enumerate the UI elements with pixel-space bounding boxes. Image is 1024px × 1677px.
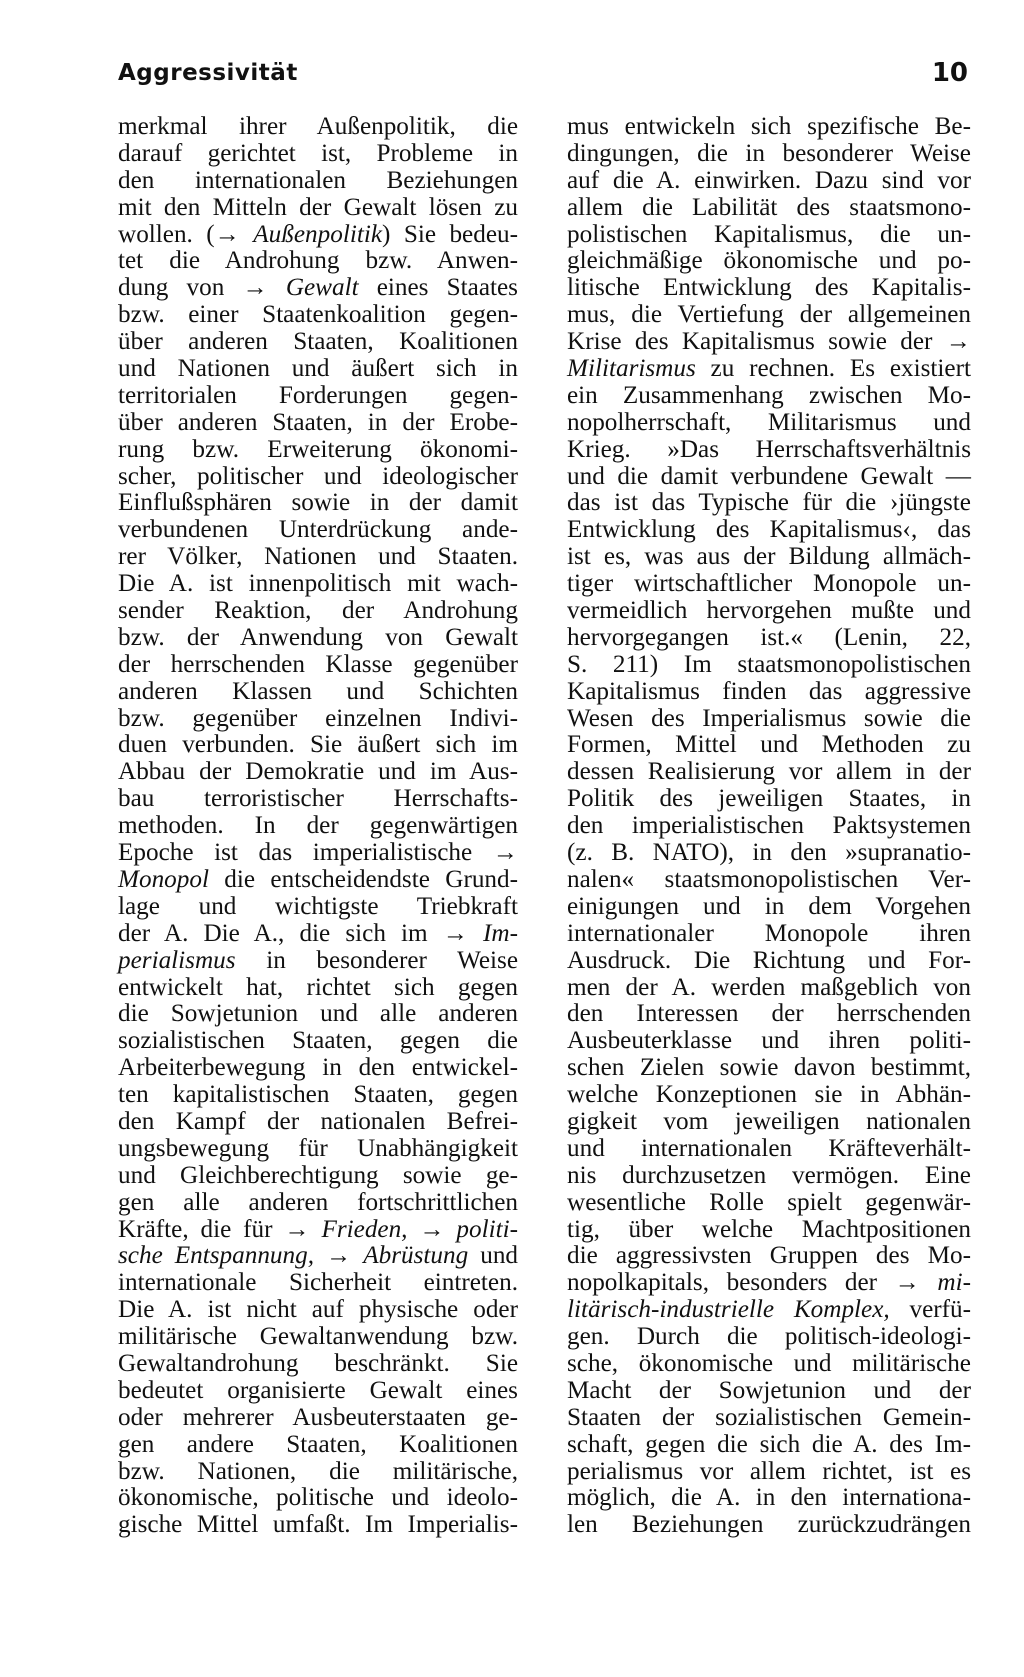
text-line: sender Reaktion, der Androhung xyxy=(118,597,518,625)
text-line: internationaler Monopole ihren xyxy=(567,919,971,947)
text-line: Monopol die entscheidendste Grund- xyxy=(118,865,518,893)
text-line: polistischen Kapitalismus, die un- xyxy=(567,220,971,248)
text-line: den Kampf der nationalen Befrei- xyxy=(118,1107,518,1135)
text-line: gische Mittel umfaßt. Im Imperialis- xyxy=(118,1511,518,1539)
text-line: Krieg. »Das Herrschaftsverhältnis xyxy=(567,435,971,463)
text-line: mus entwickeln sich spezifische Be- xyxy=(567,113,971,140)
text-line: bzw. gegenüber einzelnen Indivi- xyxy=(118,704,518,732)
text-line: das ist das Typische für die ›jüngste xyxy=(567,489,971,517)
text-line: und die damit verbundene Gewalt — xyxy=(567,462,971,490)
text-line: schen Zielen sowie davon bestimmt, xyxy=(567,1054,971,1082)
text-line: litärisch-industrielle Komplex, verfü- xyxy=(567,1296,972,1324)
text-line: ten kapitalistischen Staaten, gegen xyxy=(118,1081,518,1109)
text-line: mus, die Vertiefung der allgemeinen xyxy=(567,301,971,329)
text-line: ein Zusammenhang zwischen Mo- xyxy=(567,381,971,409)
text-line: Macht der Sowjetunion und der xyxy=(567,1376,971,1404)
text-line: Entwicklung des Kapitalismus‹, das xyxy=(567,516,971,544)
text-line: verbundenen Unterdrückung ande- xyxy=(118,516,518,544)
text-line: die aggressivsten Gruppen des Mo- xyxy=(567,1242,971,1270)
text-line: wesentliche Rolle spielt gegenwär- xyxy=(567,1188,971,1216)
text-line: tet die Androhung bzw. Anwen- xyxy=(118,247,518,275)
text-line: nopolherrschaft, Militarismus und xyxy=(567,408,971,436)
text-line: tiger wirtschaftlicher Monopole un- xyxy=(567,570,971,598)
text-line: welche Konzeptionen sie in Abhän- xyxy=(567,1081,971,1109)
text-line: der A. Die A., die sich im → Im- xyxy=(118,919,518,947)
text-line: Militarismus zu rechnen. Es existiert xyxy=(567,355,971,383)
text-line: Formen, Mittel und Methoden zu xyxy=(567,731,971,759)
text-line: möglich, die A. in den internationa- xyxy=(567,1484,971,1512)
text-line: gen alle anderen fortschrittlichen xyxy=(118,1188,518,1216)
text-line: Staaten der sozialistischen Gemein- xyxy=(567,1403,971,1431)
page-number: 10 xyxy=(931,58,968,88)
right-text-column xyxy=(567,114,971,1539)
text-line: bzw. Nationen, die militärische, xyxy=(118,1457,518,1485)
text-line: dingungen, die in besonderer Weise xyxy=(567,139,971,167)
text-line: bzw. der Anwendung von Gewalt xyxy=(118,623,518,651)
text-line: nalen« staatsmonopolistischen Ver- xyxy=(567,865,971,893)
text-line: anderen Klassen und Schichten xyxy=(118,677,518,705)
text-line: hervorgegangen ist.« (Lenin, 22, xyxy=(567,623,971,651)
text-line: Krise des Kapitalismus sowie der → xyxy=(567,328,971,356)
text-line: gleichmäßige ökonomische und po- xyxy=(567,247,971,275)
text-line: Politik des jeweiligen Staates, in xyxy=(567,785,971,813)
running-head: Aggressivität xyxy=(118,60,298,86)
text-line: auf die A. einwirken. Dazu sind vor xyxy=(567,166,971,194)
text-line: perialismus vor allem richtet, ist es xyxy=(567,1457,971,1485)
text-line: bedeutet organisierte Gewalt eines xyxy=(118,1376,518,1404)
text-line: die Sowjetunion und alle anderen xyxy=(118,1000,518,1028)
text-line: oder mehrerer Ausbeuterstaaten ge- xyxy=(118,1403,518,1431)
text-line: Epoche ist das imperialistische → xyxy=(118,839,518,867)
text-line: lage und wichtigste Triebkraft xyxy=(118,892,518,920)
left-text-column xyxy=(118,114,518,1539)
text-line: litische Entwicklung des Kapitalis- xyxy=(567,274,971,302)
text-line: rer Völker, Nationen und Staaten. xyxy=(118,543,518,571)
text-line: len Beziehungen zurückzudrängen xyxy=(567,1511,971,1539)
text-line: den internationalen Beziehungen xyxy=(118,166,518,194)
text-line: Die A. ist innenpolitisch mit wach- xyxy=(118,570,518,598)
text-line: über anderen Staaten, in der Erobe- xyxy=(118,408,518,436)
text-line: gen andere Staaten, Koalitionen xyxy=(118,1430,518,1458)
text-line: tig, über welche Machtpositionen xyxy=(567,1215,971,1243)
text-line: über anderen Staaten, Koalitionen xyxy=(118,328,518,356)
text-line: und internationalen Kräfteverhält- xyxy=(567,1134,971,1162)
text-line: Einflußsphären sowie in der damit xyxy=(118,489,518,517)
text-line: wollen. (→ Außenpolitik) Sie bedeu- xyxy=(118,220,518,248)
text-line: ökonomische, politische und ideolo- xyxy=(118,1484,518,1512)
text-line: entwickelt hat, richtet sich gegen xyxy=(118,973,518,1001)
text-line: duen verbunden. Sie äußert sich im xyxy=(118,731,518,759)
text-line: der herrschenden Klasse gegenüber xyxy=(118,650,518,678)
text-line: men der A. werden maßgeblich von xyxy=(567,973,971,1001)
text-line: schaft, gegen die sich die A. des Im- xyxy=(567,1430,971,1458)
text-line: internationale Sicherheit eintreten. xyxy=(118,1269,518,1297)
text-line: nopolkapitals, besonders der → mi- xyxy=(567,1269,971,1297)
text-line: mit den Mitteln der Gewalt lösen zu xyxy=(118,193,518,221)
text-line: bzw. einer Staatenkoalition gegen- xyxy=(118,301,518,329)
text-line: einigungen und in dem Vorgehen xyxy=(567,892,971,920)
text-line: Die A. ist nicht auf physische oder xyxy=(118,1296,518,1324)
text-line: Gewaltandrohung beschränkt. Sie xyxy=(118,1349,518,1377)
text-line: merkmal ihrer Außenpolitik, die xyxy=(118,113,518,140)
text-line: allem die Labilität des staatsmono- xyxy=(567,193,971,221)
text-line: ist es, was aus der Bildung allmäch- xyxy=(567,543,971,571)
text-line: gigkeit vom jeweiligen nationalen xyxy=(567,1107,971,1135)
text-line: (z. B. NATO), in den »supranatio- xyxy=(567,839,971,867)
text-line: nis durchzusetzen vermögen. Eine xyxy=(567,1161,971,1189)
text-line: den Interessen der herrschenden xyxy=(567,1000,971,1028)
text-line: den imperialistischen Paktsystemen xyxy=(567,812,971,840)
text-line: Wesen des Imperialismus sowie die xyxy=(567,704,971,732)
text-line: Ausdruck. Die Richtung und For- xyxy=(567,946,971,974)
text-line: dung von → Gewalt eines Staates xyxy=(118,274,518,302)
text-line: S. 211) Im staatsmonopolistischen xyxy=(567,650,971,678)
text-line: sozialistischen Staaten, gegen die xyxy=(118,1027,518,1055)
text-line: dessen Realisierung vor allem in der xyxy=(567,758,971,786)
text-line: sche Entspannung, → Abrüstung und xyxy=(118,1242,518,1270)
text-line: ungsbewegung für Unabhängigkeit xyxy=(118,1134,518,1162)
text-line: bau terroristischer Herrschafts- xyxy=(118,785,518,813)
text-line: und Gleichberechtigung sowie ge- xyxy=(118,1161,518,1189)
text-line: Arbeiterbewegung in den entwickel- xyxy=(118,1054,518,1082)
text-line: territorialen Forderungen gegen- xyxy=(118,381,518,409)
text-line: sche, ökonomische und militärische xyxy=(567,1349,971,1377)
text-line: Abbau der Demokratie und im Aus- xyxy=(118,758,518,786)
text-line: methoden. In der gegenwärtigen xyxy=(118,812,518,840)
text-line: Ausbeuterklasse und ihren politi- xyxy=(567,1027,971,1055)
text-line: darauf gerichtet ist, Probleme in xyxy=(118,139,518,167)
text-line: rung bzw. Erweiterung ökonomi- xyxy=(118,435,518,463)
text-line: Kapitalismus finden das aggressive xyxy=(567,677,971,705)
text-line: Kräfte, die für → Frieden, → politi- xyxy=(118,1215,518,1243)
text-line: scher, politischer und ideologischer xyxy=(118,462,518,490)
text-line: und Nationen und äußert sich in xyxy=(118,355,518,383)
text-line: militärische Gewaltanwendung bzw. xyxy=(118,1323,518,1351)
text-line: vermeidlich hervorgehen mußte und xyxy=(567,597,971,625)
text-line: perialismus in besonderer Weise xyxy=(118,946,518,974)
text-line: gen. Durch die politisch-ideologi- xyxy=(567,1323,971,1351)
